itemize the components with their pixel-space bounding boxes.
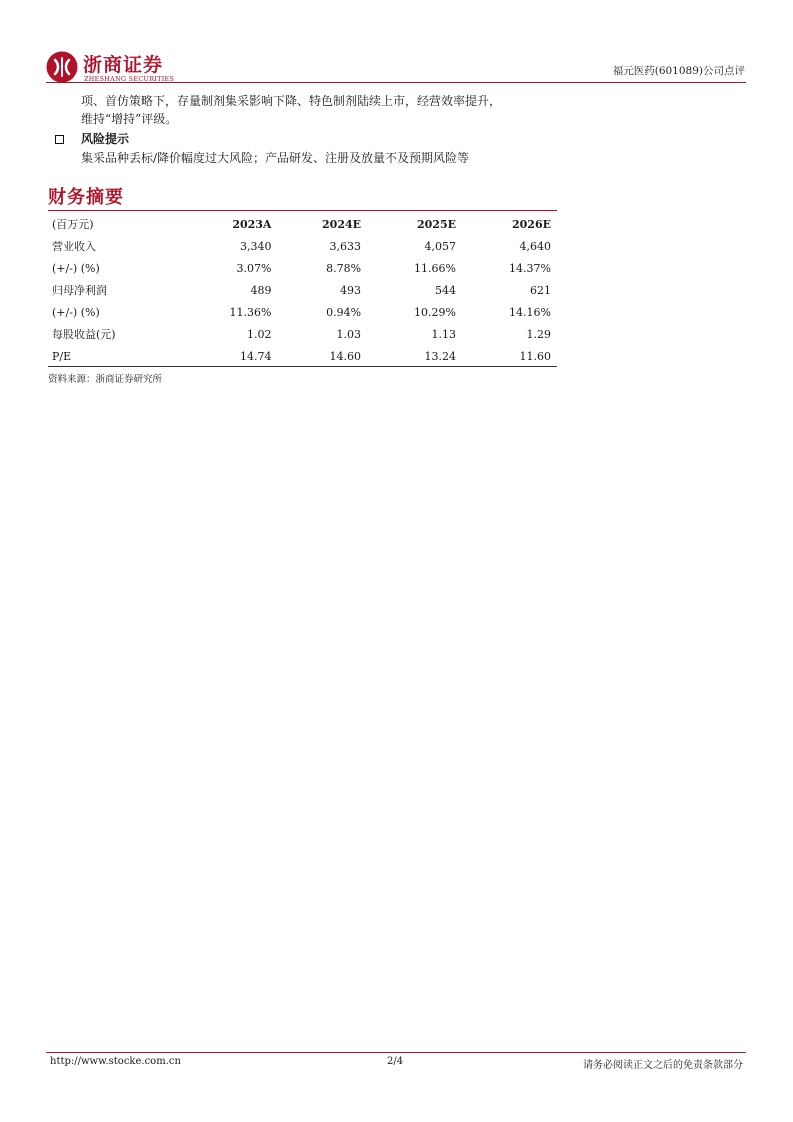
table-cell: 11.60: [519, 349, 551, 363]
table-cell: 8.78%: [326, 261, 362, 275]
financial-summary-table: [48, 213, 557, 367]
table-cell: 1.02: [246, 327, 272, 341]
column-header: 2024E: [322, 217, 362, 231]
risk-text: 集采品种丢标/降价幅度过大风险；产品研发、注册及放量不及预期风险等: [81, 151, 470, 165]
table-row: [48, 279, 557, 301]
unit-header: (百万元): [52, 218, 94, 231]
table-cell: 11.36%: [229, 305, 272, 319]
section-title: 财务摘要: [48, 187, 124, 208]
section-divider: [48, 210, 557, 211]
brand-logo: [46, 50, 175, 84]
table-cell: 14.16%: [509, 305, 551, 319]
paragraph-line-2: 维持“增持”评级。: [81, 112, 178, 126]
table-cell: 493: [340, 283, 362, 297]
table-cell: 1.29: [526, 327, 551, 341]
table-cell: 11.66%: [414, 261, 456, 275]
table-row: [48, 235, 557, 257]
column-header: 2026E: [512, 217, 551, 231]
table-cell: 3.07%: [236, 261, 272, 275]
table-cell: 544: [434, 283, 456, 297]
row-label: (+/-) (%): [52, 305, 100, 319]
table-cell: 14.74: [239, 349, 272, 363]
logo-text-cn: 浙商证券: [83, 54, 164, 76]
source-note: 资料来源：浙商证券研究所: [48, 374, 163, 385]
paragraph-line-1: 项、首仿策略下，存量制剂集采影响下降、特色制剂陆续上市，经营效率提升，: [81, 94, 502, 108]
footer-url-link[interactable]: http://www.stocke.com.cn: [50, 1056, 181, 1067]
table-cell: 4,640: [519, 239, 551, 253]
row-label: (+/-) (%): [52, 261, 100, 275]
logo-text-en: ZHESHANG SECURITIES: [84, 75, 175, 83]
page-number: 2/4: [387, 1056, 404, 1067]
logo-mark-icon: [46, 51, 78, 83]
disclaimer-note: 请务必阅读正文之后的免责条款部分: [583, 1060, 743, 1071]
table-cell: 13.24: [424, 349, 456, 363]
table-row: [48, 323, 557, 345]
table-cell: 10.29%: [414, 305, 456, 319]
table-cell: 489: [250, 283, 272, 297]
table-cell: 4,057: [424, 239, 456, 253]
report-tag: 福元医药(601089)公司点评: [612, 65, 745, 77]
table-row: [48, 301, 557, 323]
table-cell: 621: [530, 283, 551, 297]
header-divider: [46, 82, 746, 83]
table-cell: 14.37%: [509, 261, 551, 275]
column-header: 2023A: [232, 217, 272, 231]
table-cell: 0.94%: [326, 305, 362, 319]
table-cell: 1.13: [431, 327, 456, 341]
table-row: [48, 257, 557, 279]
table-cell: 3,340: [239, 239, 272, 253]
table-cell: 14.60: [329, 349, 362, 363]
risk-title: 风险提示: [81, 132, 130, 146]
row-label: 每股收益(元): [52, 328, 116, 341]
square-bullet-icon: [55, 135, 64, 144]
column-header: 2025E: [416, 217, 456, 231]
table-bottom-rule: [48, 366, 557, 367]
footer-divider: [46, 1052, 746, 1053]
table-cell: 1.03: [336, 327, 362, 341]
table-row: [48, 345, 557, 367]
row-label: 营业收入: [52, 240, 96, 253]
table-cell: 3,633: [329, 239, 362, 253]
table-header-row: [48, 213, 557, 235]
row-label: P/E: [52, 349, 72, 363]
row-label: 归母净利润: [52, 284, 107, 297]
